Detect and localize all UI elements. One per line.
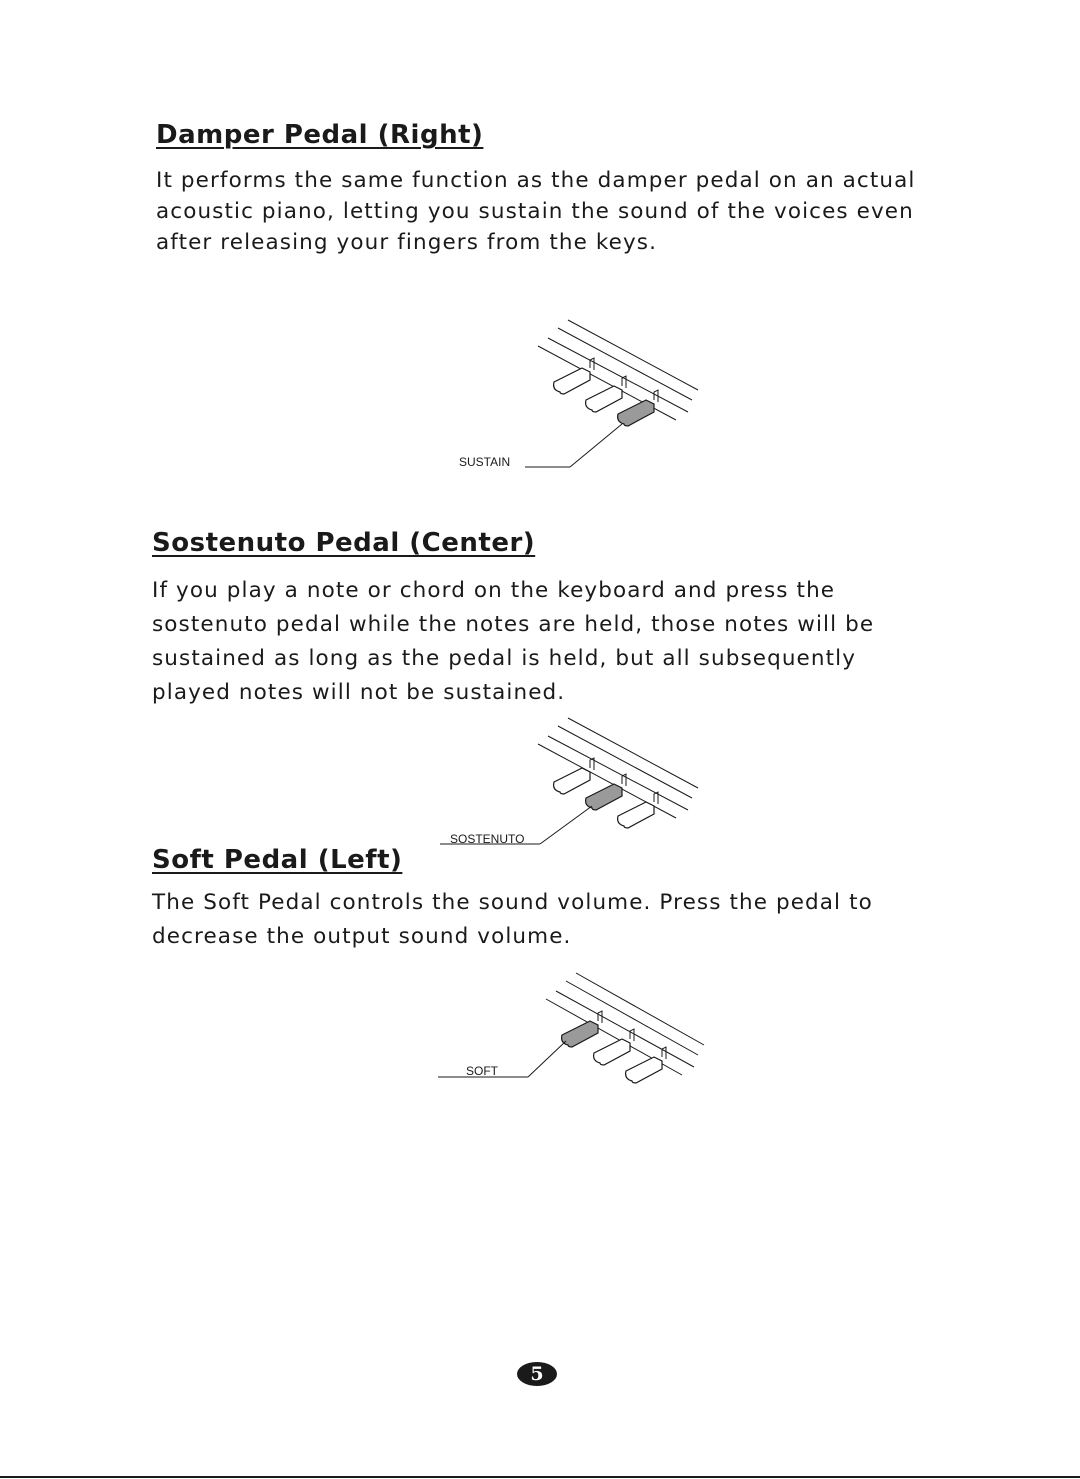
section-text-sostenuto	[152, 574, 874, 710]
text-line: played notes will not be sustained.	[152, 680, 566, 705]
pedal-left	[554, 358, 594, 394]
soft-label: SOFT	[466, 1064, 498, 1078]
pedal-diagram-soft	[436, 965, 726, 1095]
section-title-damper: Damper Pedal (Right)	[156, 120, 484, 150]
sustain-label: SUSTAIN	[459, 455, 511, 469]
text-line: decrease the output sound volume.	[152, 924, 572, 949]
section-title-sostenuto: Sostenuto Pedal (Center)	[152, 528, 536, 558]
text-line: The Soft Pedal controls the sound volume. Press the pedal to	[152, 890, 873, 915]
page-number: 5	[517, 1362, 557, 1386]
section-text-soft	[152, 886, 873, 954]
text-line: sustained as long as the pedal is held, but all subsequently	[152, 646, 857, 671]
pedal-diagram-sustain	[440, 300, 720, 480]
text-line: sostenuto pedal while the notes are held, those notes will be	[152, 612, 875, 637]
section-text-damper	[156, 165, 915, 258]
sostenuto-label: SOSTENUTO	[450, 832, 525, 846]
pedal-right	[618, 390, 658, 426]
text-line: acoustic piano, letting you sustain the sound of the voices even	[156, 199, 914, 224]
text-line: after releasing your fingers from the keys.	[156, 230, 658, 255]
pedal-center	[586, 376, 626, 412]
text-line: It performs the same function as the damper pedal on an actual	[156, 168, 916, 193]
pedal-left	[562, 1011, 602, 1047]
section-title-soft: Soft Pedal (Left)	[152, 845, 403, 875]
text-line: If you play a note or chord on the keyboard and press the	[152, 578, 836, 603]
pedal-center	[586, 774, 626, 810]
pedal-center	[594, 1029, 634, 1065]
pedal-right	[626, 1047, 666, 1083]
bottom-rule	[0, 1476, 1080, 1478]
pedal-diagram-sostenuto	[440, 710, 720, 860]
